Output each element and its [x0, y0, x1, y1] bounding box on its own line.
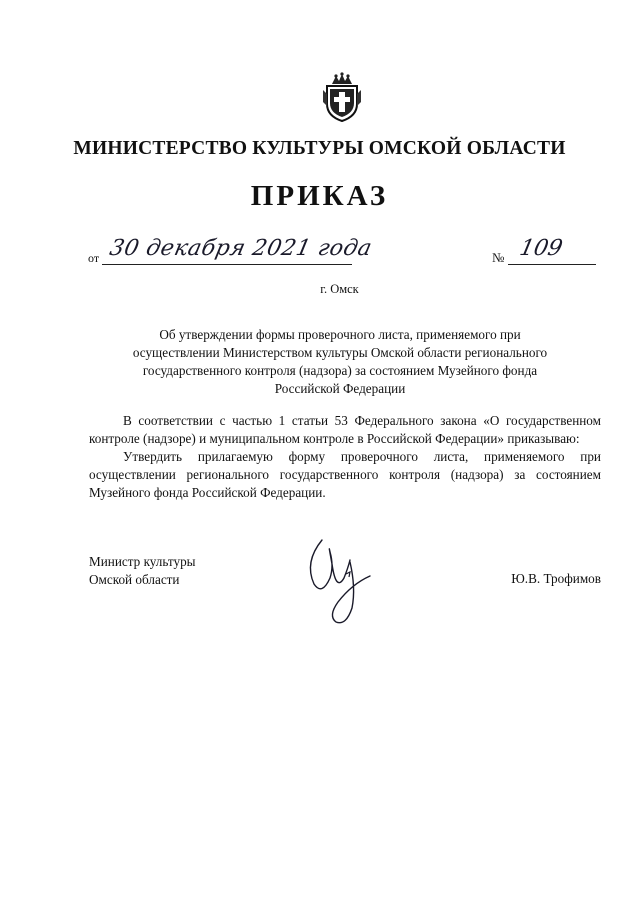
date-underline: [102, 264, 352, 265]
signer-position-line: Омской области: [89, 572, 180, 587]
subject-line: Об утверждении формы проверочного листа, применяемого при: [159, 327, 521, 342]
date-prefix: от: [88, 251, 100, 265]
handwritten-date: 30 декабря 2021 года: [107, 236, 375, 261]
coat-of-arms-icon: [323, 72, 361, 122]
order-subject: [90, 326, 590, 398]
number-label: №: [492, 250, 505, 265]
date-number-row: [88, 236, 600, 270]
order-body: [89, 412, 601, 502]
number-underline: [508, 264, 596, 265]
subject-line: осуществлении Министерством культуры Омской области регионального: [132, 345, 548, 360]
handwritten-number: 109: [517, 236, 565, 261]
subject-line: государственного контроля (надзора) за состоянием Музейного фонда: [142, 363, 538, 378]
signer-position: [89, 553, 196, 589]
signer-position-line: Министр культуры: [89, 554, 196, 569]
body-paragraph: Утвердить прилагаемую форму проверочного листа, применяемого при осуществлении регионального государственного контроля (надзора) за состоянием Музейного фонда Российской Федерации.: [89, 449, 601, 500]
subject-line: Российской Федерации: [274, 381, 406, 396]
order-title: ПРИКАЗ: [250, 180, 389, 212]
handwritten-signature-icon: [300, 522, 390, 630]
ministry-title: МИНИСТЕРСТВО КУЛЬТУРЫ ОМСКОЙ ОБЛАСТИ: [73, 138, 566, 159]
signer-name: Ю.В. Трофимов: [511, 571, 601, 586]
body-paragraph: В соответствии с частью 1 статьи 53 Федерального закона «О государственном контроле (надзоре) и муниципальном контроле в Российской Федерации» приказываю:: [89, 413, 601, 446]
city: г. Омск: [320, 282, 359, 296]
